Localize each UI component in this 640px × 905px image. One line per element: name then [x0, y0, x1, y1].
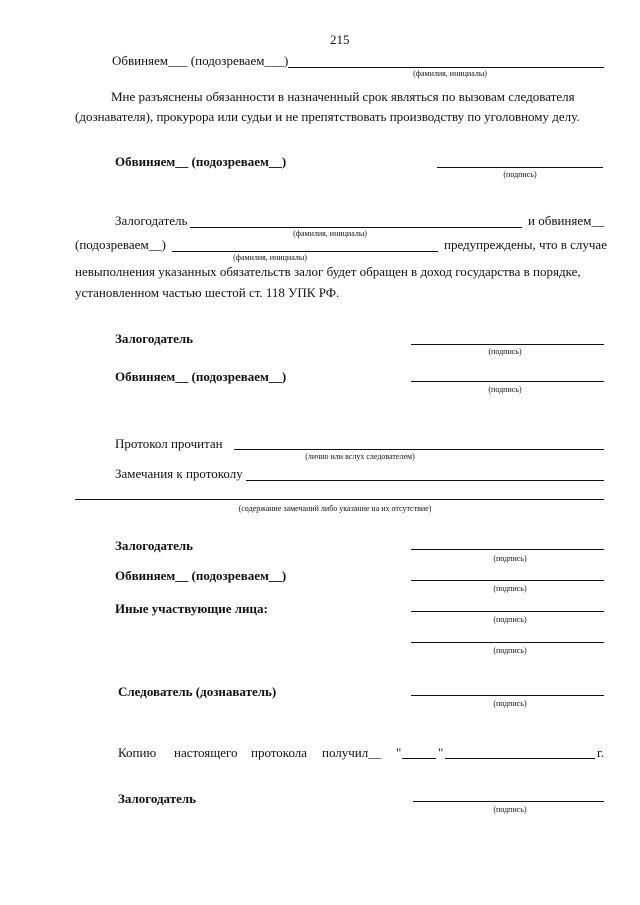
remarks-caption: (содержание замечаний либо указание на их отсутствие): [238, 504, 432, 513]
protocol-read-line[interactable]: [234, 449, 604, 450]
accused-signature-label-2: Обвиняем__ (подозреваем__): [115, 369, 287, 384]
warning-line-4: установленном частью шестой ст. 118 УПК РФ.: [75, 285, 340, 300]
signature-caption: (подпись): [503, 170, 537, 179]
explanation-line-2: (дознавателя), прокурора или судьи и не препятствовать производству по уголовному делу.: [75, 109, 580, 124]
pledger-name-line[interactable]: [190, 227, 522, 228]
date-month-year-line[interactable]: [445, 758, 595, 759]
copy-word-2: настоящего: [174, 745, 238, 760]
accused-signature-caption: (подпись): [488, 385, 522, 394]
page-number: 215: [330, 32, 350, 47]
explanation-line-1: Мне разъяснены обязанности в назначенный срок являться по вызовам следователя: [111, 89, 575, 104]
year-suffix: г.: [597, 745, 605, 760]
accused-signature-label: Обвиняем__ (подозреваем__): [115, 154, 287, 169]
pledger-signature-line[interactable]: [411, 344, 604, 345]
remarks-line-2[interactable]: [75, 499, 604, 500]
accused-signature-line-3[interactable]: [411, 580, 604, 581]
name-caption: (фамилия, инициалы): [413, 69, 487, 78]
copy-word-1: Копию: [118, 745, 157, 760]
other-participants-caption-1: (подпись): [493, 615, 527, 624]
date-quote-open: ": [396, 745, 402, 760]
accused-name-caption: (фамилия, инициалы): [233, 253, 307, 262]
protocol-read-label: Протокол прочитан: [115, 436, 223, 451]
pledger-signature-caption-2: (подпись): [493, 554, 527, 563]
protocol-read-caption: (лично или вслух следователем): [305, 452, 415, 461]
accused-name-line[interactable]: [288, 67, 604, 68]
investigator-signature-caption: (подпись): [493, 699, 527, 708]
pledger-signature-line-2[interactable]: [411, 549, 604, 550]
copy-word-3: протокола: [251, 745, 308, 760]
date-day-line[interactable]: [402, 758, 436, 759]
warning-line-3: невыполнения указанных обязательств залог будет обращен в доход государства в порядке,: [75, 264, 581, 279]
pledger-signature-label-2: Залогодатель: [115, 538, 194, 553]
accused-signature-label-3: Обвиняем__ (подозреваем__): [115, 568, 287, 583]
and-accused-text: и обвиняем__: [528, 213, 605, 228]
pledger-signature-label: Залогодатель: [115, 331, 194, 346]
final-pledger-signature-line[interactable]: [413, 801, 604, 802]
suspect-label: (подозреваем__): [75, 237, 166, 252]
pledger-name-caption: (фамилия, инициалы): [293, 229, 367, 238]
remarks-line-1[interactable]: [246, 480, 604, 481]
final-pledger-signature-caption: (подпись): [493, 805, 527, 814]
accused-name-line-2[interactable]: [172, 251, 438, 252]
accused-label: Обвиняем___ (подозреваем___): [112, 53, 289, 68]
pledger-signature-caption: (подпись): [488, 347, 522, 356]
remarks-label: Замечания к протоколу: [115, 466, 243, 481]
accused-signature-caption-2: (подпись): [493, 584, 527, 593]
pledger-label: Залогодатель: [115, 213, 188, 228]
accused-signature-line-2[interactable]: [411, 381, 604, 382]
investigator-signature-line[interactable]: [411, 695, 604, 696]
date-quote-close: ": [438, 745, 444, 760]
copy-word-4: получил__: [322, 745, 382, 760]
investigator-label: Следователь (дознаватель): [118, 684, 277, 699]
other-participants-line-2[interactable]: [411, 642, 604, 643]
other-participants-label: Иные участвующие лица:: [115, 601, 268, 616]
other-participants-line-1[interactable]: [411, 611, 604, 612]
accused-signature-line[interactable]: [437, 167, 603, 168]
warned-text: предупреждены, что в случае: [444, 237, 607, 252]
other-participants-caption-2: (подпись): [493, 646, 527, 655]
final-pledger-label: Залогодатель: [118, 791, 197, 806]
